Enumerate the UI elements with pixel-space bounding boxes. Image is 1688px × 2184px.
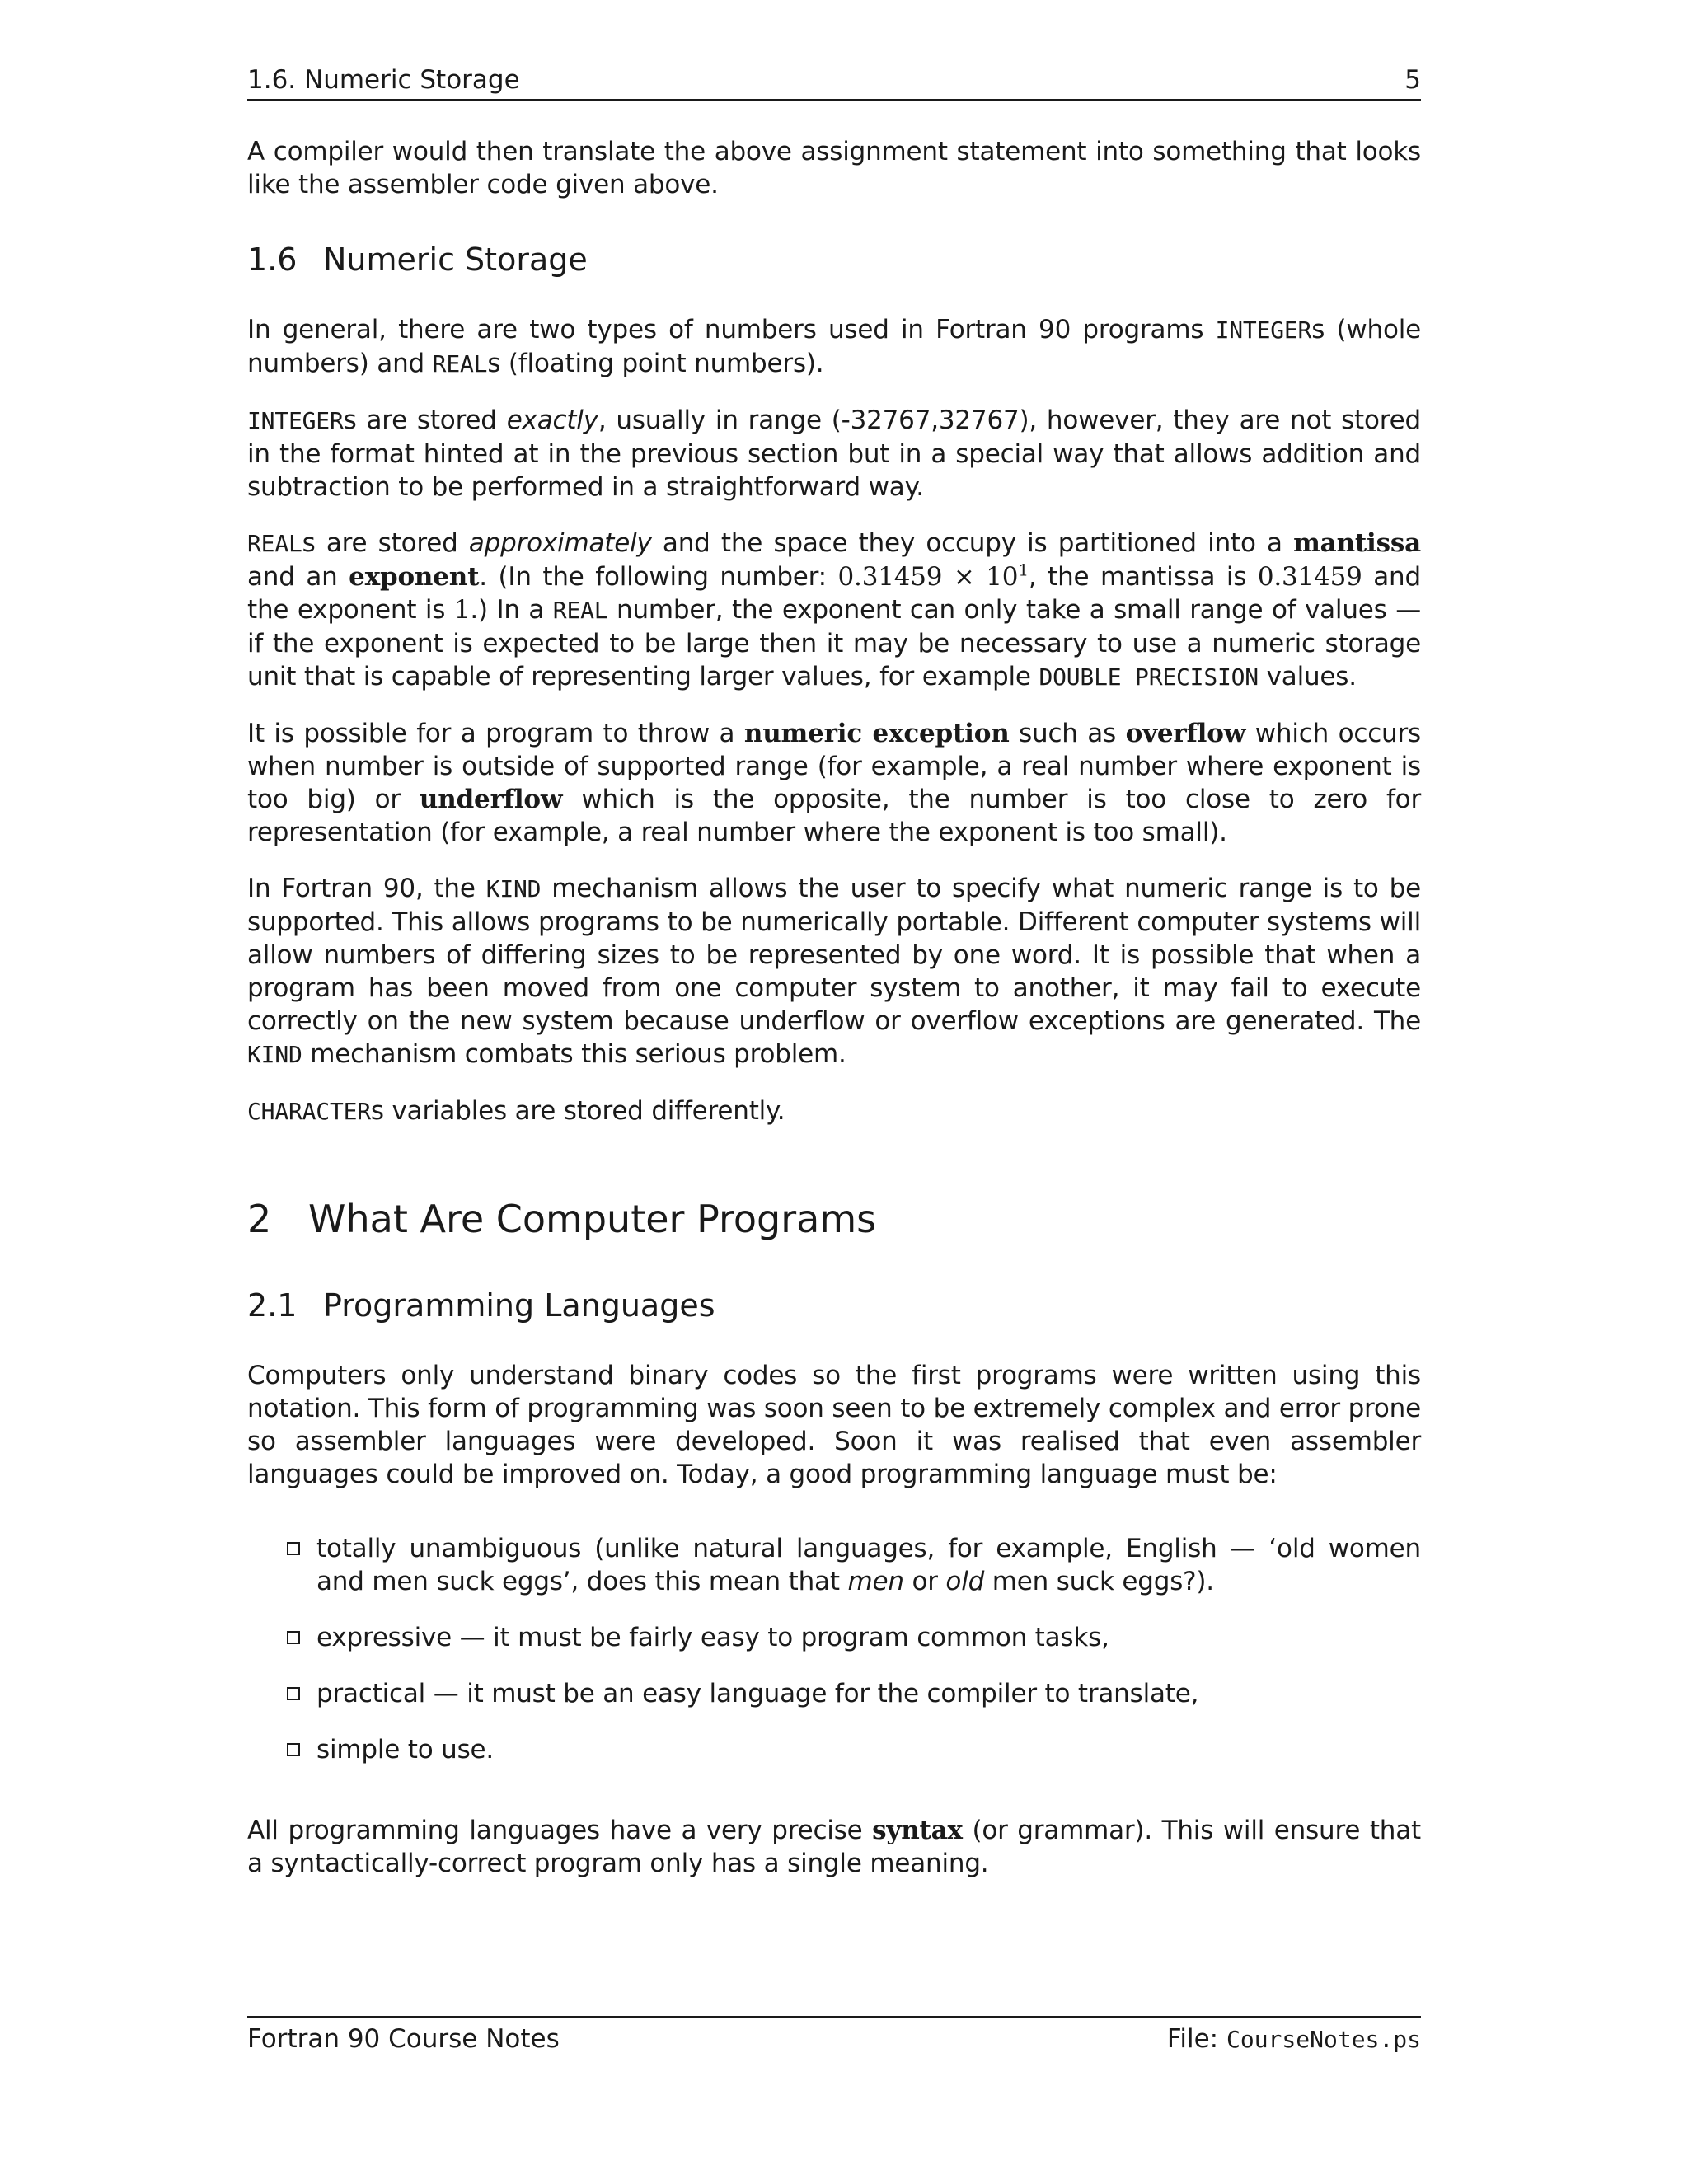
term-numeric-exception: numeric exception (743, 719, 1010, 748)
code-integer: INTEGER (1215, 316, 1312, 344)
emphasis-old: old (945, 1567, 985, 1596)
text-run: practical — it must be an easy language for the compiler to translate, (316, 1679, 1199, 1708)
math-mantissa: 0.31459 (1257, 562, 1362, 592)
text-run: mechanism combats this serious problem. (302, 1039, 846, 1069)
header-page-number: 5 (1404, 65, 1421, 95)
text-run: which is the opposite, the number is too close to zero for representation (for example, a real number where the exponent is too small). (247, 785, 1421, 847)
text-run: such as (1009, 719, 1126, 748)
page (247, 64, 1421, 1880)
text-run: In Fortran 90, the (247, 874, 486, 903)
paragraph-kind (247, 872, 1421, 1071)
text-run: s variables are stored differently. (370, 1096, 785, 1126)
text-run: It is possible for a program to throw a (247, 719, 744, 748)
emphasis-exactly: exactly (506, 405, 598, 435)
paragraph-characters (247, 1094, 1421, 1128)
text-run: number, the exponent can only take a small range of values — if the exponent is expected to be large then it may be necessary to use a numeric storage unit that is capable of representing larger values, for example (247, 595, 1421, 691)
code-real: REAL (552, 597, 608, 624)
section-heading-2 (247, 1196, 1421, 1242)
paragraph-syntax (247, 1814, 1421, 1880)
header-section-title: 1.6. Numeric Storage (247, 65, 520, 95)
text-run: In general, there are two types of numbers used in Fortran 90 programs (247, 315, 1216, 344)
code-character: CHARACTER (247, 1098, 371, 1125)
paragraph-number-types (247, 313, 1421, 381)
paragraph-reals (247, 527, 1421, 694)
section-number: 2.1 (247, 1287, 298, 1324)
checkbox-bullet-icon (287, 1687, 300, 1700)
running-header (247, 64, 1421, 101)
section-number: 1.6 (247, 241, 298, 278)
code-integer: INTEGER (247, 407, 344, 434)
section-number: 2 (247, 1197, 272, 1241)
text-run: (or grammar). This will ensure that a syntactically-correct program only has a single meaning. (247, 1816, 1421, 1878)
text-run: which occurs when number is outside of supported range (for example, a real number where exponent is too big) or (247, 719, 1421, 814)
math-number: 0.31459 × 10 (837, 562, 1019, 592)
list-item (247, 1621, 1421, 1654)
text-run: .) In a (470, 595, 553, 625)
text-run: s are stored (302, 528, 469, 558)
section-title: Numeric Storage (323, 241, 588, 278)
text-run: men suck eggs?). (984, 1567, 1214, 1596)
section-heading-2-1 (247, 1286, 1421, 1324)
footer-file-name: CourseNotes.ps (1226, 2026, 1421, 2053)
term-underflow: underflow (419, 785, 563, 814)
code-real: REAL (432, 350, 488, 377)
text-run: s (floating point numbers). (487, 349, 824, 378)
text-run: simple to use. (316, 1735, 495, 1765)
text-run: , usually in range (-32767,32767), however, they are not stored in the format hinted at in the previous section but in a special way that allows addition and subtraction to be performed in a straightforward way. (247, 405, 1421, 502)
intro-paragraph: A compiler would then translate the above assignment statement into something that looks like the assembler code given above. (247, 137, 1421, 199)
paragraph-exceptions (247, 717, 1421, 849)
text-run: s (whole numbers) and (247, 315, 1422, 378)
math-exponent: 1 (453, 595, 471, 625)
text-run: and the space they occupy is partitioned into a (651, 528, 1294, 558)
checkbox-bullet-icon (287, 1542, 300, 1555)
code-kind: KIND (247, 1041, 302, 1068)
emphasis-approximately: approximately (468, 528, 652, 558)
text-run: expressive — it must be fairly easy to program common tasks, (316, 1623, 1109, 1652)
list-item (247, 1677, 1421, 1710)
list-item (247, 1733, 1421, 1766)
emphasis-men: men (847, 1567, 904, 1596)
text-run: and an (247, 562, 349, 592)
code-double-precision: DOUBLE PRECISION (1039, 663, 1259, 691)
footer-file-label: File: (1166, 2024, 1226, 2054)
paragraph-integers (247, 404, 1421, 504)
requirements-list (247, 1532, 1421, 1766)
term-syntax: syntax (872, 1816, 963, 1845)
text-run: or (903, 1567, 946, 1596)
code-real: REAL (247, 530, 302, 557)
text-run: , the mantissa is (1028, 562, 1258, 592)
checkbox-bullet-icon (287, 1631, 300, 1644)
text-run: totally unambiguous (unlike natural languages, for example, English — ‘old women and men suck eggs’, does this mean that (316, 1534, 1421, 1596)
footer-title: Fortran 90 Course Notes (247, 2024, 560, 2054)
term-overflow: overflow (1125, 719, 1246, 748)
checkbox-bullet-icon (287, 1743, 300, 1756)
section-title: Programming Languages (323, 1287, 715, 1324)
section-title: What Are Computer Programs (308, 1197, 877, 1241)
math-superscript: 1 (1018, 560, 1029, 580)
footer-file (1167, 2022, 1421, 2056)
running-footer (247, 2016, 1421, 2056)
term-mantissa: mantissa (1293, 528, 1421, 558)
code-kind: KIND (485, 875, 542, 902)
section-heading-1-6 (247, 241, 1421, 279)
text-run: . (In the following number: (479, 562, 838, 592)
text-run: and the exponent is (247, 562, 1421, 625)
term-exponent: exponent (349, 562, 480, 592)
text-run: s are stored (343, 405, 507, 435)
text-run: mechanism allows the user to specify what numeric range is to be supported. This allows programs to be numerically portable. Different computer systems will allow numbers of differing sizes to be represented by one word. It is possible that when a program has been moved from one computer system to another, it may fail to execute correctly on the new system because underflow or overflow exceptions are generated. The (247, 874, 1421, 1036)
text-run: All programming languages have a very precise (247, 1816, 873, 1845)
paragraph-binary-codes: Computers only understand binary codes so the first programs were written using this notation. This form of programming was soon seen to be extremely complex and error prone so assembler languages were developed. Soon it was realised that even assembler languages could be improved on. Today, a good programming language must be: (247, 1361, 1421, 1489)
list-item (247, 1532, 1421, 1598)
text-run: values. (1258, 662, 1357, 691)
